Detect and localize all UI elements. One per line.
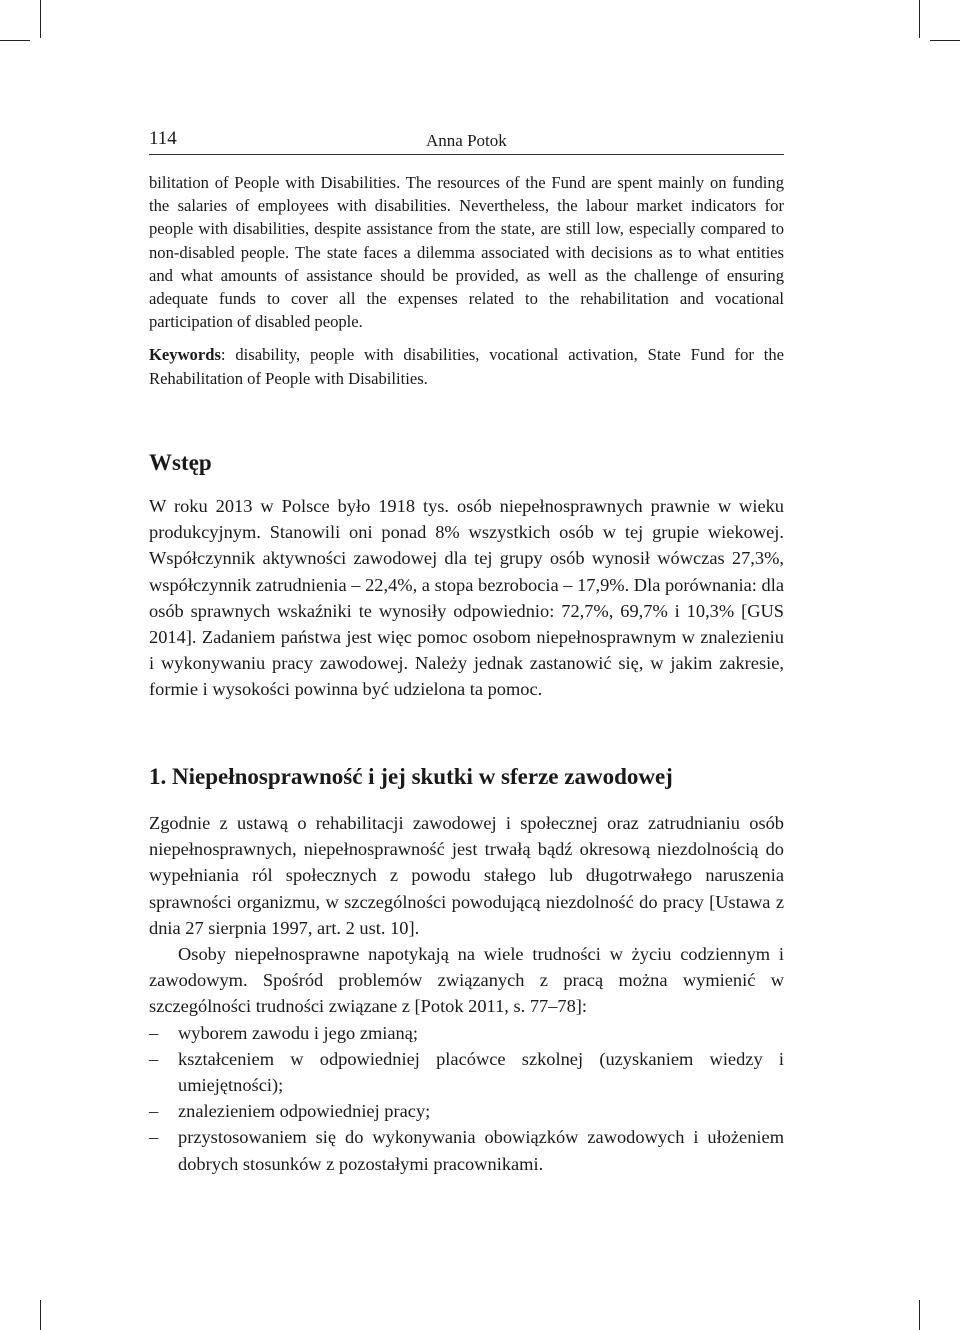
list-item-text: wyborem zawodu i jego zmianą; bbox=[178, 1022, 419, 1043]
section-1-paragraph-1: Zgodnie z ustawą o rehabilitacji zawodowej i społecznej oraz zatrudnianiu osób niepełnosprawnych, niepełnosprawność jest trwałą bądź okresową niezdolnością do wypełniania ról społecznych z powodu stałego lub długotrwałego naruszenia sprawności organizmu, w szczególności powodującą niezdolność do pracy [Ustawa z dnia 27 sierpnia 1997, art. 2 ust. 10]. bbox=[149, 813, 784, 938]
section-1-body bbox=[149, 810, 784, 1177]
keywords bbox=[149, 343, 784, 389]
crop-mark bbox=[919, 0, 920, 38]
section-1-paragraph-2: Osoby niepełnosprawne napotykają na wiele trudności w życiu codziennym i zawodowym. Spośród problemów związanych z pracą można wymienić w szczególności trudności związane z [Potok 2011, s. 77–78]: bbox=[149, 944, 784, 1017]
list-dash: – bbox=[149, 1127, 159, 1148]
crop-mark bbox=[40, 1300, 41, 1330]
abstract bbox=[149, 171, 784, 390]
difficulties-list bbox=[149, 1020, 784, 1177]
list-dash: – bbox=[149, 1048, 159, 1069]
list-item-text: kształceniem w odpowiedniej placówce szkolnej (uzyskaniem wiedzy i umiejętności); bbox=[178, 1048, 784, 1096]
list-dash: – bbox=[149, 1022, 159, 1043]
page-header bbox=[149, 128, 784, 155]
keywords-text: : disability, people with disabilities, vocational activation, State Fund for the Rehabilitation of People with Disabilities. bbox=[149, 345, 784, 388]
intro-section bbox=[149, 493, 784, 703]
list-item bbox=[149, 1046, 784, 1098]
abstract-text: bilitation of People with Disabilities. The resources of the Fund are spent mainly on funding the salaries of employees with disabilities. Nevertheless, the labour market indicators for people with disabilities, despite assistance from the state, are still low, especially compared to non-disabled people. The state faces a dilemma associated with decisions as to what entities and what amounts of assistance should be provided, as well as the challenge of ensuring adequate funds to cover all the expenses related to the rehabilitation and vocational participation of disabled people. bbox=[149, 173, 784, 332]
crop-mark bbox=[919, 1300, 920, 1330]
intro-paragraph: W roku 2013 w Polsce było 1918 tys. osób niepełnosprawnych prawnie w wieku produkcyjnym. Stanowili oni ponad 8% wszystkich osób w tej grupie wiekowej. Współczynnik aktywności zawodowej dla tej grupy osób wynosił wówczas 27,3%, współczynnik zatrudnienia – 22,4%, a stopa bezrobocia – 17,9%. Dla porównania: dla osób sprawnych wskaźniki te wynosiły odpowiednio: 72,7%, 69,7% i 10,3% [GUS 2014]. Zadaniem państwa jest więc pomoc osobom niepełnosprawnym w znalezieniu i wykonywaniu pracy zawodowej. Należy jednak zastanowić się, w jakim zakresie, formie i wysokości powinna być udzielona ta pomoc. bbox=[149, 496, 784, 700]
intro-heading: Wstęp bbox=[149, 450, 212, 475]
list-item bbox=[149, 1020, 784, 1046]
keywords-label: Keywords bbox=[149, 345, 221, 365]
list-item bbox=[149, 1098, 784, 1124]
crop-mark bbox=[0, 40, 30, 41]
list-dash: – bbox=[149, 1101, 159, 1122]
list-item-text: znalezieniem odpowiedniej pracy; bbox=[178, 1101, 431, 1122]
crop-mark bbox=[930, 40, 960, 41]
list-item bbox=[149, 1124, 784, 1176]
crop-mark bbox=[40, 0, 41, 38]
section-1-heading: 1. Niepełnosprawność i jej skutki w sferze zawodowej bbox=[149, 764, 673, 789]
list-item-text: przystosowaniem się do wykonywania obowiązków zawodowych i ułożeniem dobrych stosunków z pozostałymi pracownikami. bbox=[178, 1127, 784, 1174]
page-number: 114 bbox=[149, 128, 177, 149]
running-head-author: Anna Potok bbox=[426, 131, 507, 150]
